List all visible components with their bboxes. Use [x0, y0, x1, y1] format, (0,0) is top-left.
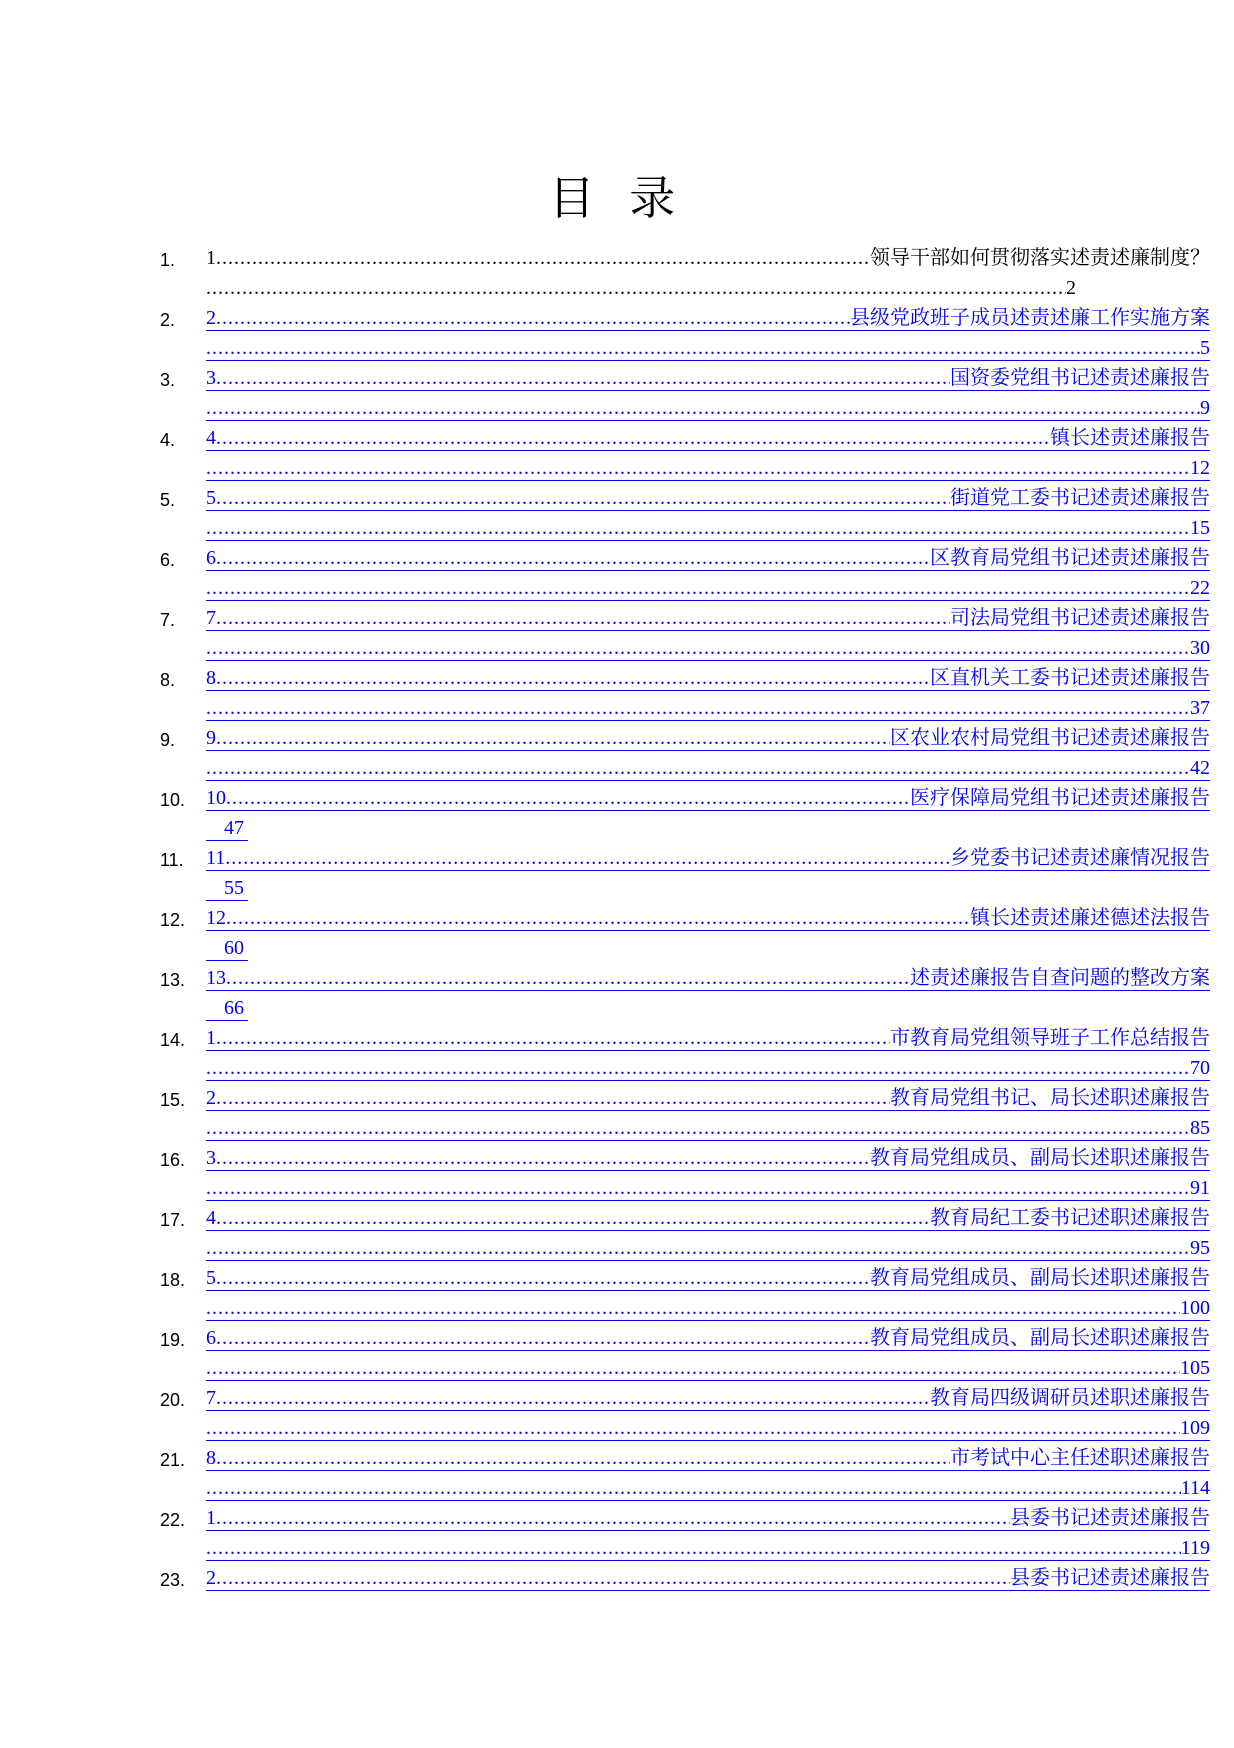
entry-title: 县委书记述责述廉报告 [1010, 1507, 1210, 1529]
toc-entry[interactable] [160, 424, 1210, 484]
entry-page: 66 [224, 997, 244, 1019]
entry-number: 20. [160, 1390, 186, 1410]
entry-page-link[interactable] [206, 574, 1210, 601]
entry-number: 18. [160, 1270, 186, 1290]
entry-title-link[interactable]: 11 ..... 乡党委书记述责述廉情况报告 [206, 844, 1210, 871]
entry-number: 2. [160, 310, 176, 330]
entry-page: 85 [1190, 1117, 1210, 1139]
entry-page-link[interactable] [206, 754, 1210, 781]
entry-title-link[interactable]: 10 ..... 医疗保障局党组书记述责述廉报告 [206, 784, 1210, 811]
entry-page: 60 [224, 937, 244, 959]
entry-page: 5 [1200, 337, 1210, 359]
entry-title: 市教育局党组领导班子工作总结报告 [890, 1027, 1210, 1049]
entry-page: 100 [1180, 1297, 1210, 1319]
toc-entry[interactable] [160, 964, 1210, 1024]
entry-page: 22 [1190, 577, 1210, 599]
toc-entry [160, 244, 1210, 304]
entry-title-link[interactable]: 8 ..... 市考试中心主任述职述廉报告 [206, 1444, 1210, 1471]
entry-page-line [206, 274, 1076, 300]
entry-number: 13. [160, 970, 186, 990]
entry-title-link[interactable]: 7 ..... 教育局四级调研员述职述廉报告 [206, 1384, 1210, 1411]
entry-title-link[interactable]: 6 ..... 教育局党组成员、副局长述职述廉报告 [206, 1324, 1210, 1351]
entry-page: 105 [1180, 1357, 1210, 1379]
entry-page-link[interactable] [206, 1174, 1210, 1201]
entry-number: 21. [160, 1450, 186, 1470]
page-title: 目 录 [548, 171, 686, 225]
entry-page: 42 [1190, 757, 1210, 779]
entry-title-link[interactable]: 12 ..... 镇长述责述廉述德述法报告 [206, 904, 1210, 931]
toc-entry[interactable] [160, 1324, 1210, 1384]
entry-page-link[interactable] [206, 694, 1210, 721]
entry-page: 91 [1190, 1177, 1210, 1199]
entry-page-link[interactable] [206, 514, 1210, 541]
entry-title-link[interactable]: 7 ..... 司法局党组书记述责述廉报告 [206, 604, 1210, 631]
entry-number: 3. [160, 370, 176, 390]
table-of-contents [160, 244, 1210, 1624]
entry-title: 述责述廉报告自查问题的整改方案 [910, 967, 1210, 989]
entry-title: 镇长述责述廉报告 [1050, 427, 1210, 449]
toc-entry[interactable] [160, 1204, 1210, 1264]
toc-entry[interactable] [160, 484, 1210, 544]
entry-title: 教育局党组书记、局长述职述廉报告 [890, 1087, 1210, 1109]
toc-entry[interactable] [160, 724, 1210, 784]
entry-title: 街道党工委书记述责述廉报告 [950, 487, 1210, 509]
entry-title: 司法局党组书记述责述廉报告 [950, 607, 1210, 629]
entry-number: 14. [160, 1030, 186, 1050]
toc-entry[interactable] [160, 364, 1210, 424]
entry-number: 16. [160, 1150, 186, 1170]
entry-title-link[interactable]: 2 ..... 县委书记述责述廉报告 [206, 1564, 1210, 1591]
entry-title-link[interactable]: 1 ..... 县委书记述责述廉报告 [206, 1504, 1210, 1531]
entry-title: 县级党政班子成员述责述廉工作实施方案 [850, 307, 1210, 329]
toc-entry[interactable] [160, 1084, 1210, 1144]
entry-page: 47 [224, 817, 244, 839]
entry-page-link[interactable] [206, 1414, 1210, 1441]
entry-title: 领导干部如何贯彻落实述责述廉制度？ [870, 247, 1210, 269]
entry-title-link[interactable]: 4 ..... 镇长述责述廉报告 [206, 424, 1210, 451]
entry-title: 教育局党组成员、副局长述职述廉报告 [870, 1327, 1210, 1349]
entry-page-link[interactable] [206, 334, 1210, 361]
entry-page: 119 [1180, 1537, 1210, 1559]
entry-number: 23. [160, 1570, 186, 1590]
entry-page-link[interactable] [206, 394, 1210, 421]
entry-page-link[interactable] [206, 934, 248, 961]
entry-page: 2 [1066, 277, 1076, 299]
entry-title-link[interactable]: 9 ..... 区农业农村局党组书记述责述廉报告 [206, 724, 1210, 751]
entry-title: 区教育局党组书记述责述廉报告 [930, 547, 1210, 569]
toc-entry[interactable] [160, 904, 1210, 964]
toc-entry[interactable] [160, 664, 1210, 724]
entry-page: 114 [1180, 1477, 1210, 1499]
toc-entry[interactable] [160, 304, 1210, 364]
entry-title-link[interactable]: 2 ..... 县级党政班子成员述责述廉工作实施方案 [206, 304, 1210, 331]
entry-page: 12 [1190, 457, 1210, 479]
entry-title: 县委书记述责述廉报告 [1010, 1567, 1210, 1589]
entry-title: 国资委党组书记述责述廉报告 [950, 367, 1210, 389]
entry-title-link[interactable]: 8 ..... 区直机关工委书记述责述廉报告 [206, 664, 1210, 691]
toc-entry[interactable] [160, 1144, 1210, 1204]
entry-number: 7. [160, 610, 176, 630]
entry-page: 9 [1200, 397, 1210, 419]
toc-entry[interactable] [160, 544, 1210, 604]
toc-entry[interactable] [160, 1504, 1210, 1564]
entry-title: 教育局纪工委书记述职述廉报告 [930, 1207, 1210, 1229]
entry-title-link[interactable]: 2 ..... 教育局党组书记、局长述职述廉报告 [206, 1084, 1210, 1111]
toc-entry[interactable] [160, 1444, 1210, 1504]
entry-number: 10. [160, 790, 186, 810]
entry-title: 乡党委书记述责述廉情况报告 [950, 847, 1210, 869]
entry-number: 22. [160, 1510, 186, 1530]
entry-title: 教育局四级调研员述职述廉报告 [930, 1387, 1210, 1409]
toc-entry[interactable] [160, 604, 1210, 664]
toc-entry[interactable] [160, 784, 1210, 844]
entry-title: 镇长述责述廉述德述法报告 [970, 907, 1210, 929]
entry-page-link[interactable] [206, 1474, 1210, 1501]
entry-title: 市考试中心主任述职述廉报告 [950, 1447, 1210, 1469]
entry-number: 5. [160, 490, 176, 510]
entry-title: 医疗保障局党组书记述责述廉报告 [910, 787, 1210, 809]
entry-number: 6. [160, 550, 176, 570]
entry-number: 12. [160, 910, 186, 930]
entry-page: 95 [1190, 1237, 1210, 1259]
entry-page-link[interactable] [206, 1234, 1210, 1261]
entry-title-link[interactable]: 1 ..... 市教育局党组领导班子工作总结报告 [206, 1024, 1210, 1051]
entry-title-link[interactable]: 3 ..... 国资委党组书记述责述廉报告 [206, 364, 1210, 391]
entry-title-link[interactable]: 5 ..... 教育局党组成员、副局长述职述廉报告 [206, 1264, 1210, 1291]
entry-page-link[interactable] [206, 1534, 1210, 1561]
entry-page: 109 [1180, 1417, 1210, 1439]
entry-page-link[interactable] [206, 454, 1210, 481]
toc-entry[interactable] [160, 1024, 1210, 1084]
entry-number: 15. [160, 1090, 186, 1110]
entry-page-link[interactable] [206, 874, 248, 901]
entry-title-link[interactable]: 6 ..... 区教育局党组书记述责述廉报告 [206, 544, 1210, 571]
entry-page: 15 [1190, 517, 1210, 539]
entry-page: 30 [1190, 637, 1210, 659]
entry-page: 37 [1190, 697, 1210, 719]
entry-page-link[interactable] [206, 1054, 1210, 1081]
entry-number: 9. [160, 730, 176, 750]
entry-title-link[interactable]: 4 ..... 教育局纪工委书记述职述廉报告 [206, 1204, 1210, 1231]
entry-page: 55 [224, 877, 244, 899]
entry-title-link[interactable]: 5 ..... 街道党工委书记述责述廉报告 [206, 484, 1210, 511]
toc-entry[interactable] [160, 1564, 1210, 1624]
entry-title-link[interactable]: 13 ..... 述责述廉报告自查问题的整改方案 [206, 964, 1210, 991]
entry-title-line: 1 ..... 领导干部如何贯彻落实述责述廉制度？ [206, 244, 1210, 270]
entry-title: 区农业农村局党组书记述责述廉报告 [890, 727, 1210, 749]
entry-number: 8. [160, 670, 176, 690]
entry-title: 教育局党组成员、副局长述职述廉报告 [870, 1147, 1210, 1169]
entry-page-link[interactable] [206, 1114, 1210, 1141]
entry-page-link[interactable] [206, 634, 1210, 661]
entry-title-link[interactable]: 3 ..... 教育局党组成员、副局长述职述廉报告 [206, 1144, 1210, 1171]
entry-page: 70 [1190, 1057, 1210, 1079]
entry-title: 区直机关工委书记述责述廉报告 [930, 667, 1210, 689]
entry-title: 教育局党组成员、副局长述职述廉报告 [870, 1267, 1210, 1289]
entry-number: 11. [160, 850, 184, 870]
entry-number: 4. [160, 430, 176, 450]
toc-entry[interactable] [160, 1264, 1210, 1324]
entry-number: 17. [160, 1210, 186, 1230]
entry-number: 1. [160, 250, 176, 270]
entry-number: 19. [160, 1330, 186, 1350]
entry-page-link[interactable] [206, 814, 248, 841]
entry-page-link[interactable] [206, 1294, 1210, 1321]
entry-page-link[interactable] [206, 1354, 1210, 1381]
entry-page-link[interactable] [206, 994, 248, 1021]
toc-entry[interactable] [160, 844, 1210, 904]
toc-entry[interactable] [160, 1384, 1210, 1444]
